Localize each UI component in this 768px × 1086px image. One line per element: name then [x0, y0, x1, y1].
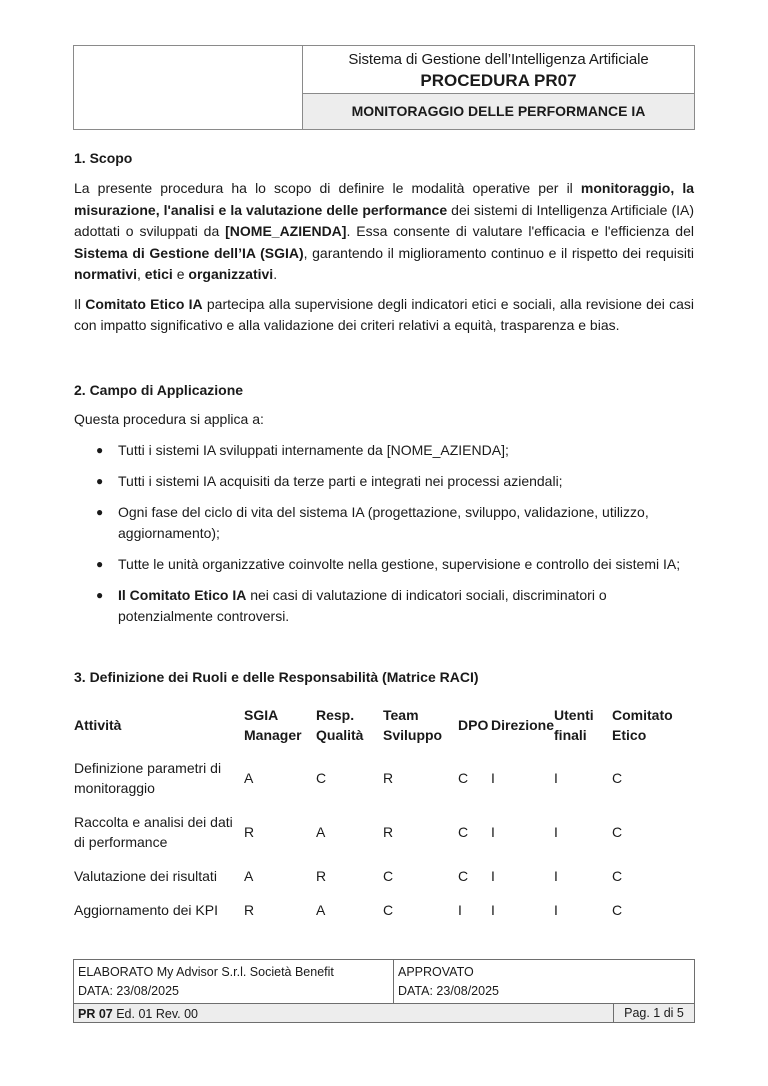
- raci-cell: A: [316, 824, 326, 840]
- raci-cell: C: [458, 824, 469, 840]
- prepared-cell: [74, 960, 394, 1003]
- table-row: [74, 859, 692, 893]
- approved-date: DATA: 23/08/2025: [398, 984, 499, 998]
- raci-cell: C: [612, 770, 623, 786]
- header-table: [73, 45, 695, 130]
- table-row: [74, 893, 692, 927]
- raci-cell: R: [383, 824, 394, 840]
- raci-cell: R: [383, 770, 394, 786]
- raci-cell: C: [458, 770, 469, 786]
- prepared-by: ELABORATO My Advisor S.r.l. Società Benefit: [78, 965, 334, 979]
- activity-cell: Raccolta e analisi dei dati di performance: [74, 814, 233, 850]
- bullet-icon: ●: [96, 557, 104, 571]
- raci-cell: C: [612, 902, 623, 918]
- table-row: [74, 805, 692, 859]
- raci-cell: I: [491, 902, 495, 918]
- page-number: Pag. 1 di 5: [613, 1004, 694, 1022]
- list-item: ● Il Comitato Etico IA nei casi di valutazione di indicatori sociali, discriminatori o potenzialmente controversi.: [96, 587, 607, 624]
- raci-cell: C: [458, 868, 469, 884]
- list-item: ● Tutti i sistemi IA sviluppati internamente da [NOME_AZIENDA];: [118, 440, 694, 461]
- logo-cell: [74, 46, 303, 129]
- col-header-direzione: Direzione: [491, 717, 555, 733]
- raci-cell: I: [491, 824, 495, 840]
- col-header-team-sviluppo: Team Sviluppo: [383, 707, 443, 743]
- document-code: PR 07 Ed. 01 Rev. 00: [78, 1007, 198, 1021]
- raci-cell: I: [491, 770, 495, 786]
- raci-cell: I: [554, 824, 558, 840]
- raci-cell: C: [383, 868, 394, 884]
- col-header-resp-qualita: Resp. Qualità: [316, 707, 364, 743]
- section-3-title: 3. Definizione dei Ruoli e delle Responsabilità (Matrice RACI): [74, 669, 479, 685]
- raci-cell: I: [554, 902, 558, 918]
- section-1-title: 1. Scopo: [74, 150, 133, 166]
- raci-cell: I: [491, 868, 495, 884]
- section-2-intro: Questa procedura si applica a:: [74, 410, 264, 427]
- raci-cell: I: [554, 770, 558, 786]
- raci-cell: C: [316, 770, 327, 786]
- list-item: ● Ogni fase del ciclo di vita del sistema IA (progettazione, sviluppo, validazione, utilizzo, aggiornamento);: [96, 504, 649, 541]
- col-header-activity: Attività: [74, 717, 122, 733]
- section-1-paragraph-2: Il Comitato Etico IA partecipa alla supervisione degli indicatori etici e sociali, alla revisione dei casi con impatto significativo e alla validazione dei criteri relativi a equità, trasparenza e bias.: [74, 295, 694, 333]
- raci-matrix: [74, 701, 692, 927]
- activity-cell: Valutazione dei risultati: [74, 868, 217, 884]
- col-header-utenti-finali: Utenti finali: [554, 707, 594, 743]
- raci-cell: A: [244, 868, 254, 884]
- approved-label: APPROVATO: [398, 965, 474, 979]
- bullet-icon: ●: [96, 474, 104, 488]
- section-1-paragraph-1: La presente procedura ha lo scopo di definire le modalità operative per il monitoraggio, la misurazione, l'analisi e la valutazione delle performance dei sistemi di Intelligenza Artificiale (IA) adottati o sviluppati da [NOME_AZIENDA]. Essa consente di valutare l'efficacia e l'efficienza del Sistema di Gestione dell’IA (SGIA), garantendo il miglioramento continuo e il rispetto dei requisiti normativi, etici e organizzativi.: [74, 180, 694, 282]
- title-cell: [303, 46, 694, 94]
- raci-cell: C: [612, 868, 623, 884]
- footer-table: [73, 959, 695, 1023]
- col-header-comitato-etico: Comitato Etico: [612, 707, 673, 743]
- activity-cell: Definizione parametri di monitoraggio: [74, 760, 222, 796]
- raci-cell: I: [554, 868, 558, 884]
- scope-list: [74, 440, 694, 627]
- col-header-sgia-manager: SGIA Manager: [244, 707, 302, 743]
- raci-cell: R: [244, 824, 255, 840]
- procedure-subtitle: MONITORAGGIO DELLE PERFORMANCE IA: [303, 94, 694, 129]
- document-code-row: [74, 1003, 694, 1022]
- approved-cell: [394, 960, 694, 1009]
- bullet-icon: ●: [96, 505, 104, 519]
- list-item: ● Tutti i sistemi IA acquisiti da terze parti e integrati nei processi aziendali;: [118, 471, 694, 492]
- table-header-row: [74, 701, 692, 751]
- list-item: ● Tutte le unità organizzative coinvolte nella gestione, supervisione e controllo dei sistemi IA;: [118, 554, 694, 575]
- table-row: [74, 751, 692, 805]
- raci-cell: I: [458, 902, 462, 918]
- raci-cell: A: [316, 902, 326, 918]
- prepared-date: DATA: 23/08/2025: [78, 984, 179, 998]
- raci-cell: R: [316, 868, 327, 884]
- document-body: [74, 148, 694, 927]
- section-2-title: 2. Campo di Applicazione: [74, 381, 244, 398]
- system-title: Sistema di Gestione dell’Intelligenza Artificiale: [348, 51, 649, 68]
- procedure-code: PROCEDURA PR07: [420, 71, 577, 90]
- col-header-dpo: DPO: [458, 717, 489, 733]
- bullet-icon: ●: [96, 443, 104, 457]
- bullet-icon: ●: [96, 588, 104, 602]
- raci-cell: A: [244, 770, 254, 786]
- raci-cell: R: [244, 902, 255, 918]
- raci-cell: C: [383, 902, 394, 918]
- activity-cell: Aggiornamento dei KPI: [74, 902, 218, 918]
- raci-cell: C: [612, 824, 623, 840]
